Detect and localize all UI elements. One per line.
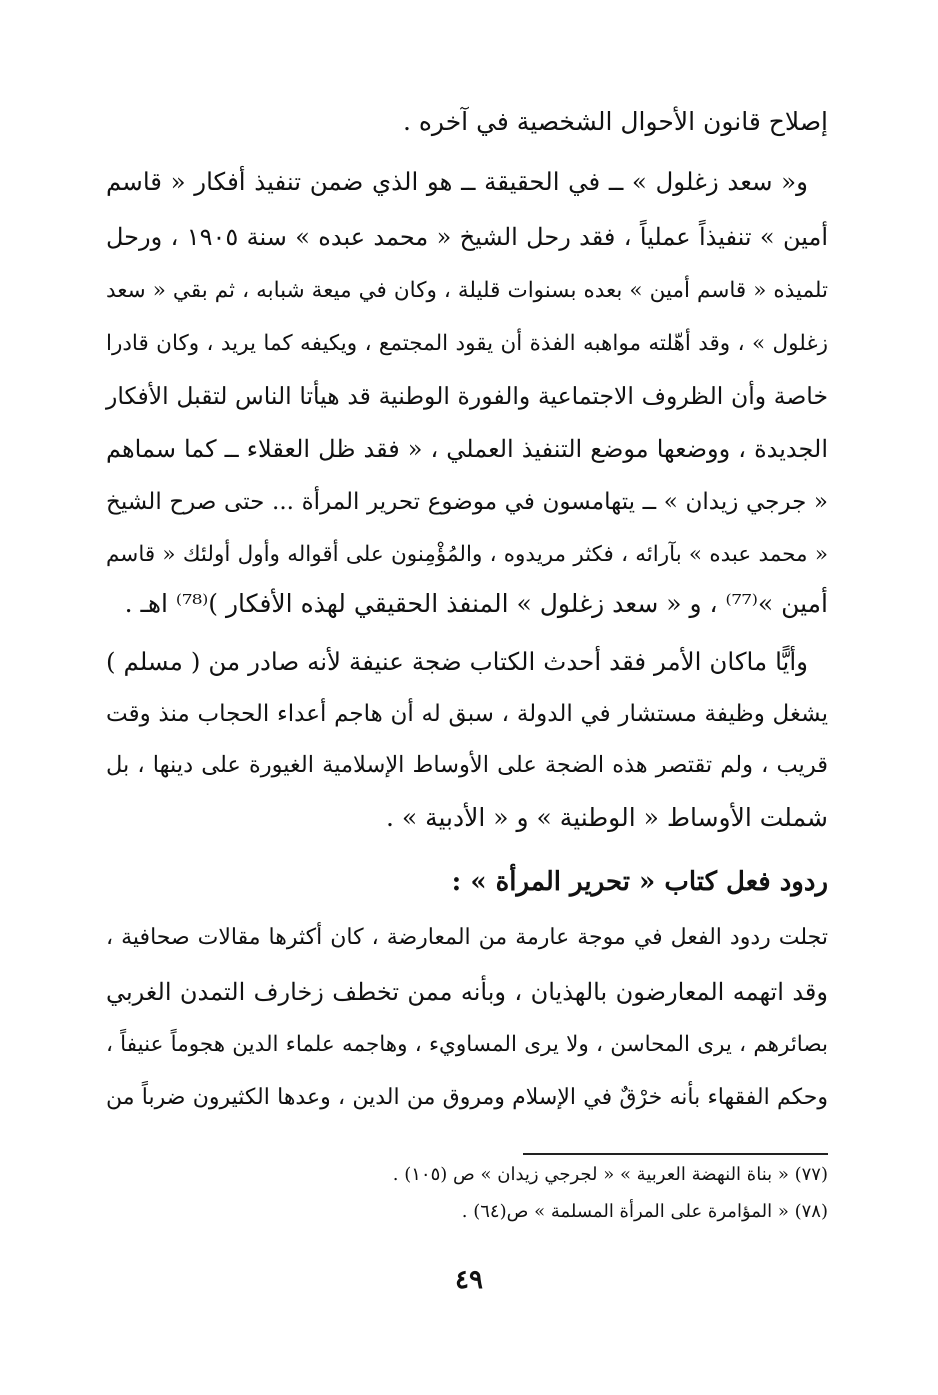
body-line: يشغل وظيفة مستشار في الدولة ، سبق له أن هاجم أعداء الحجاب منذ وقت	[106, 701, 828, 727]
body-line: أمين » تنفيذاً عملياً ، فقد رحل الشيخ « محمد عبده » سنة ١٩٠٥ ، ورحل	[106, 223, 828, 251]
footnote: (٧٨) « المؤامرة على المرأة المسلمة » ص(٦٤) .	[461, 1201, 828, 1222]
section-line: وقد اتهمه المعارضون بالهذيان ، وبأنه ممن تخطف زخارف التمدن الغربي	[106, 978, 828, 1006]
section-line: بصائرهم ، يرى المحاسن ، ولا يرى المساويء ، وهاجمه علماء الدين هجوماً عنيفاً ،	[106, 1032, 828, 1057]
section-heading: ردود فعل كتاب « تحرير المرأة » :	[451, 867, 828, 897]
body-line: إصلاح قانون الأحوال الشخصية في آخره .	[402, 107, 828, 136]
body-line: الجديدة ، ووضعها موضع التنفيذ العملي ، « فقد ظل العقلاء ــ كما سماهم	[106, 435, 828, 463]
body-line: « جرجي زيدان » ــ يتهامسون في موضوع تحرير المرأة ... حتى صرح الشيخ	[106, 489, 828, 515]
body-line: قريب ، ولم تقتصر هذه الضجة على الأوساط الإسلامية الغيورة على دينها ، بل	[106, 752, 828, 778]
section-line: تجلت ردود الفعل في موجة عارمة من المعارضة ، كان أكثرها مقالات صحافية ،	[106, 925, 828, 950]
body-line: خاصة وأن الظروف الاجتماعية والفورة الوطنية قد هيأتا الناس لتقبل الأفكار	[106, 382, 828, 410]
body-line: شملت الأوساط « الوطنية » و « الأدبية » .	[385, 803, 828, 832]
page-number: ٤٩	[455, 1265, 483, 1295]
footnote: (٧٧) « بناة النهضة العربية » « لجرجي زيدان » ص (١٠٥) .	[392, 1164, 828, 1185]
section-line: وحكم الفقهاء بأنه خرْقٌ في الإسلام ومروق من الدين ، وعدها الكثيرون ضرباً من	[106, 1085, 828, 1110]
body-line: و« سعد زغلول » ــ في الحقيقة ــ هو الذي ضمن تنفيذ أفكار « قاسم	[106, 167, 808, 196]
footnote-divider	[523, 1153, 828, 1155]
body-line: زغلول » ، وقد أهّلته مواهبه الفذة أن يقود المجتمع ، ويكيفه كما يريد ، وكان قادرا	[106, 331, 828, 356]
body-line: « محمد عبده » بآرائه ، فكثر مريدوه ، والمُؤْمِنون على أقواله وأول أولئك « قاسم	[106, 542, 828, 567]
body-line: أمين »⁽⁷⁷⁾ ، و « سعد زغلول » المنفذ الحقيقي لهذه الأفكار )⁽⁷⁸⁾ اهـ .	[124, 589, 828, 618]
body-line: تلميذه « قاسم أمين » بعده بسنوات قليلة ، وكان في ميعة شبابه ، ثم بقي « سعد	[106, 278, 828, 303]
body-line: وأيًّا ماكان الأمر فقد أحدث الكتاب ضجة عنيفة لأنه صادر من ( مسلم )	[106, 647, 808, 676]
